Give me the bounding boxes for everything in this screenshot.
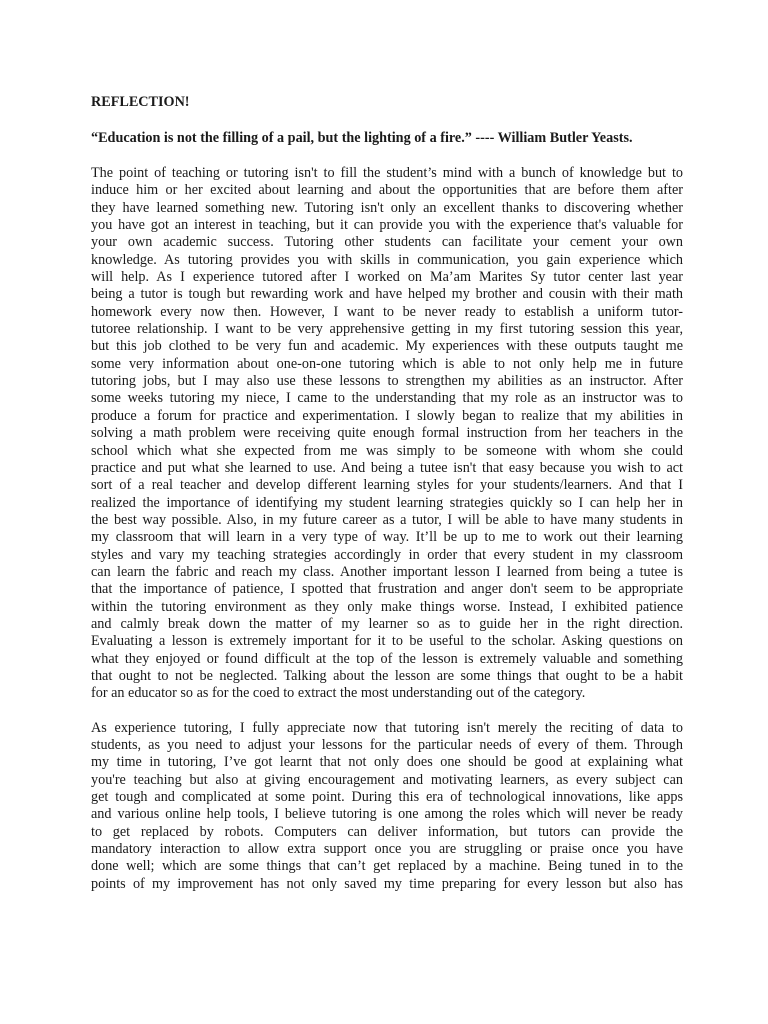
paragraph-line: get tough and complicated at some point. During this era of technological innovations, like apps: [91, 789, 683, 806]
paragraph-line: induce him or her excited about learning and about the opportunities that are before them after: [91, 182, 683, 199]
paragraph-line: solving a math problem were receiving quite enough formal instruction from her teachers in the: [91, 425, 683, 442]
paragraph-line: produce a forum for practice and experimentation. I slowly began to realize that my abilities in: [91, 407, 683, 424]
paragraph-line: they have learned something new. Tutoring isn't only an excellent thanks to discovering whether: [91, 199, 683, 216]
paragraph-line: realized the importance of identifying my student learning strategies quickly so I can help her in: [91, 494, 683, 511]
paragraph-line: that the importance of patience, I spotted that frustration and anger don't seem to be appropriate: [91, 581, 683, 598]
paragraph-line: students, as you need to adjust your lessons for the particular needs of every of them. Through: [91, 737, 683, 753]
paragraph-line: As experience tutoring, I fully appreciate now that tutoring isn't merely the reciting of data to: [91, 719, 683, 736]
body-paragraph-1: [91, 165, 683, 703]
paragraph-line: will help. As I experience tutored after I worked on Ma’am Marites Sy tutor center last year: [91, 269, 683, 286]
paragraph-line: for an educator so as for the coed to extract the most understanding out of the category.: [91, 685, 586, 702]
paragraph-line: The point of teaching or tutoring isn't to fill the student’s mind with a bunch of knowledge but to: [91, 165, 683, 181]
paragraph-line: practice and put what she learned to use. And being a tutee isn't that easy because you wish to act: [91, 459, 683, 476]
paragraph-line: to get replaced by robots. Computers can deliver information, but tutors can provide the: [91, 823, 683, 840]
paragraph-line: mandatory interaction to allow extra support once you are struggling or praise once you have: [91, 841, 683, 858]
paragraph-line: school which what she expected from me was simply to be someone with whom she could: [91, 442, 683, 459]
paragraph-line: and various online help tools, I believe tutoring is one among the roles which will never be ready: [91, 806, 683, 823]
paragraph-line: you have got an interest in teaching, but it can provide you with the experience that's valuable for: [91, 217, 683, 234]
paragraph-line: the best way possible. Also, in my future career as a tutor, I will be able to have many students in: [91, 511, 683, 528]
document-page: [91, 93, 683, 893]
paragraph-line: that ought to not be neglected. Talking about the lesson are some things that ought to be a habit: [91, 667, 683, 684]
paragraph-line: tutoring jobs, but I may also use these lessons to strengthen my abilities as an instructor. After: [91, 373, 683, 390]
paragraph-line: some very information about one-on-one tutoring which is able to not only help me in future: [91, 355, 683, 372]
document-heading: REFLECTION!: [91, 94, 190, 110]
epigraph-quote: “Education is not the filling of a pail, but the lighting of a fire.” ---- William Butler Yeasts.: [91, 130, 633, 146]
paragraph-line: done well; which are some things that can’t get replaced by a machine. Being tuned in to the: [91, 858, 683, 875]
paragraph-line: knowledge. As tutoring provides you with skills in communication, you gain experience which: [91, 251, 683, 268]
paragraph-line: sort of a real teacher and develop different learning styles for your students/learners. And that I: [91, 477, 683, 494]
paragraph-line: some weeks tutoring my niece, I came to the understanding that my role as an instructor was to: [91, 390, 683, 407]
paragraph-line: your own academic success. Tutoring other students can facilitate your cement your own: [91, 234, 683, 251]
paragraph-line: homework every now then. However, I want to be never ready to establish a uniform tutor-: [91, 303, 683, 320]
paragraph-line: my time in tutoring, I’ve got learnt that not only does one should be good at explaining what: [91, 754, 683, 771]
paragraph-line: what they enjoyed or found difficult at the top of the lesson is extremely valuable and something: [91, 650, 683, 667]
paragraph-line: but this job clothed to be very fun and academic. My experiences with these outputs taught me: [91, 338, 683, 355]
paragraph-line: points of my improvement has not only saved my time preparing for every lesson but also has: [91, 875, 683, 892]
paragraph-line: being a tutor is tough but rewarding work and have helped my brother and cousin with their math: [91, 286, 683, 303]
paragraph-line: my classroom that will learn in a very type of way. It’ll be up to me to work out their learning: [91, 529, 683, 546]
paragraph-line: styles and vary my teaching strategies accordingly in order that every student in my classroom: [91, 546, 683, 563]
paragraph-line: you're teaching but also at giving encouragement and motivating learners, as every subject can: [91, 771, 683, 788]
paragraph-line: Evaluating a lesson is extremely important for it to be useful to the scholar. Asking questions on: [91, 633, 683, 650]
paragraph-line: can learn the fabric and reach my class. Another important lesson I learned from being a tutee is: [91, 563, 683, 580]
paragraph-line: tutoree relationship. I want to be very apprehensive getting in my first tutoring session this year,: [91, 321, 683, 338]
body-paragraph-2: [91, 720, 683, 893]
paragraph-line: within the tutoring environment as they only make things worse. Instead, I exhibited patience: [91, 598, 683, 615]
paragraph-line: and calmly break down the matter of my learner so as to guide her in the right direction.: [91, 615, 683, 632]
